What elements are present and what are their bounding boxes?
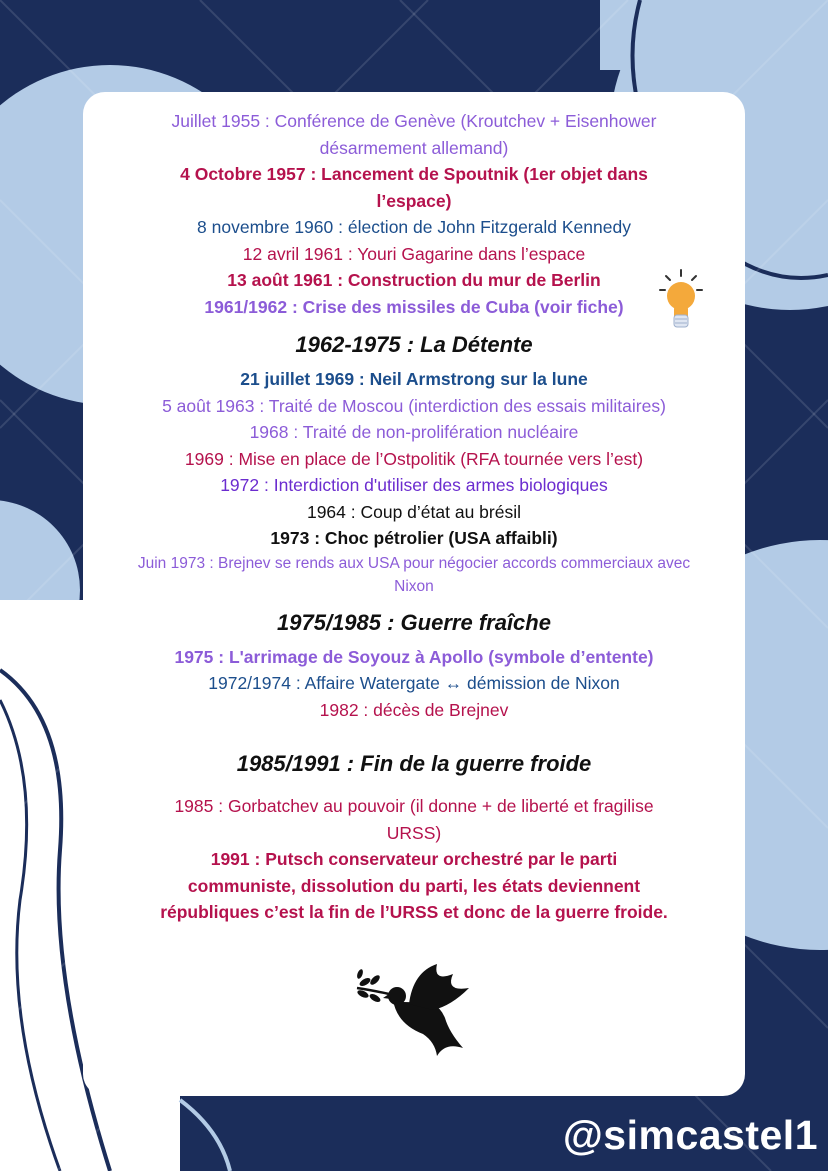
event-line: Juillet 1955 : Conférence de Genève (Kroutchev + Eisenhower [171, 111, 657, 131]
event-oil-shock-1973: 1973 : Choc pétrolier (USA affaibli) [270, 528, 558, 548]
event-line: désarmement allemand) [319, 137, 509, 158]
event-brejnev-usa-1973 [83, 552, 745, 598]
event-line: 1991 : Putsch conservateur orchestré par le parti [210, 849, 618, 869]
event-watergate-1974: 1972/1974 : Affaire Watergate ↔ démission de Nixon [208, 673, 620, 693]
event-cuba-crisis-1962: 1961/1962 : Crise des missiles de Cuba (voir fiche) [204, 296, 624, 317]
event-geneva-1955 [83, 108, 745, 161]
lightbulb-icon [658, 268, 704, 332]
event-line: URSS) [386, 822, 442, 843]
event-line: 4 Octobre 1957 : Lancement de Spoutnik (1er objet dans [180, 164, 648, 184]
event-line: Juin 1973 : Brejnev se rends aux USA pour négocier accords commerciaux avec [137, 554, 691, 572]
event-gagarin-1961: 12 avril 1961 : Youri Gagarine dans l’espace [242, 243, 586, 264]
event-line: Nixon [394, 577, 434, 595]
event-line: républiques c’est la fin de l’URSS et donc de la guerre froide. [160, 902, 668, 922]
event-biological-weapons-1972: 1972 : Interdiction d'utiliser des armes biologiques [220, 475, 608, 495]
event-npt-1968: 1968 : Traité de non-prolifération nucléaire [249, 422, 579, 442]
event-putsch-1991 [83, 846, 745, 926]
event-berlin-wall-1961: 13 août 1961 : Construction du mur de Berlin [227, 270, 601, 290]
event-line: 1985 : Gorbatchev au pouvoir (il donne + de liberté et fragilise [174, 796, 654, 816]
event-armstrong-1969: 21 juillet 1969 : Neil Armstrong sur la lune [240, 369, 588, 389]
event-brejnev-death-1982: 1982 : décès de Brejnev [319, 699, 509, 720]
event-kennedy-1960: 8 novembre 1960 : élection de John Fitzgerald Kennedy [197, 217, 631, 237]
event-line: l’espace) [376, 190, 452, 211]
section-heading-guerre-fraiche: 1975/1985 : Guerre fraîche [277, 609, 551, 635]
event-sputnik-1957 [83, 161, 745, 214]
event-line: communiste, dissolution du parti, les états deviennent [187, 875, 641, 896]
event-ostpolitik-1969: 1969 : Mise en place de l’Ostpolitik (RFA tournée vers l’est) [184, 448, 644, 469]
event-moscow-treaty-1963: 5 août 1963 : Traité de Moscou (interdiction des essais militaires) [162, 395, 666, 416]
timeline [83, 108, 745, 926]
section-heading-detente: 1962-1975 : La Détente [295, 332, 533, 357]
event-gorbatchev-1985 [83, 793, 745, 846]
dove-icon [353, 962, 475, 1058]
section-heading-fin-guerre-froide: 1985/1991 : Fin de la guerre froide [236, 751, 592, 776]
event-brazil-coup-1964: 1964 : Coup d’état au brésil [306, 501, 522, 522]
event-soyuz-apollo-1975: 1975 : L'arrimage de Soyouz à Apollo (symbole d’entente) [174, 646, 654, 667]
author-handle: @simcastel1 [562, 1112, 818, 1158]
